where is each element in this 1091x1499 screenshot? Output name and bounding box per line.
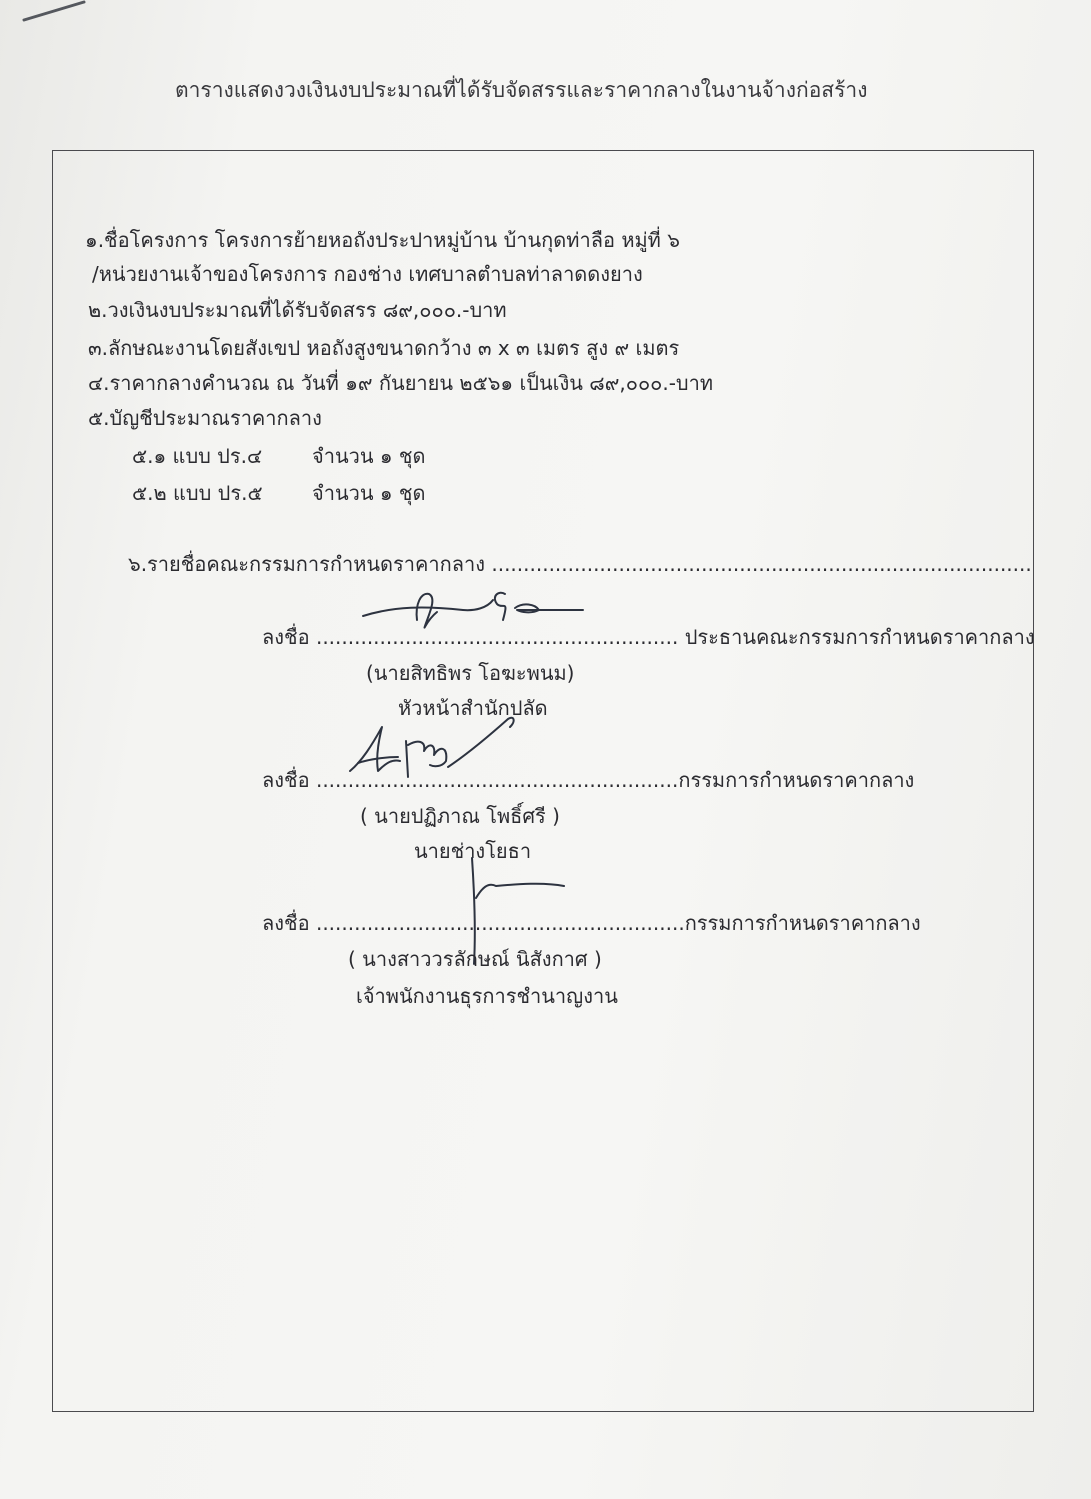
committee-heading: ๖.รายชื่อคณะกรรมการกำหนดราคากลาง ..................................................................................... xyxy=(128,552,1032,576)
corner-pen-mark xyxy=(22,0,92,24)
median-price-line: ๔.ราคากลางคำนวณ ณ วันที่ ๑๙ กันยายน ๒๕๖๑ เป็นเงิน ๘๙,๐๐๐.-บาท xyxy=(88,371,714,395)
signer-name: ( นายปฏิภาณ โพธิ์ศรี ) xyxy=(360,804,560,828)
signer-name: ( นางสาววรลักษณ์ นิสังกาศ ) xyxy=(348,947,602,971)
sign-line: ลงชื่อ ..........................................................กรรมการกำหนดราคากลาง xyxy=(262,911,921,935)
signer-position: เจ้าพนักงานธุรการชำนาญงาน xyxy=(356,984,618,1008)
price-list-form: ๕.๒ แบบ ปร.๕ xyxy=(132,481,263,505)
price-list-heading: ๕.บัญชีประมาณราคากลาง xyxy=(88,406,322,430)
price-list-qty: จำนวน ๑ ชุด xyxy=(312,444,426,468)
work-description: ๓.ลักษณะงานโดยสังเขป หอถังสูงขนาดกว้าง ๓ x ๓ เมตร สูง ๙ เมตร xyxy=(88,336,680,360)
price-list-qty: จำนวน ๑ ชุด xyxy=(312,481,426,505)
signer-name: (นายสิทธิพร โอฆะพนม) xyxy=(366,661,575,685)
owner-unit: /หน่วยงานเจ้าของโครงการ กองช่าง เทศบาลตำบลท่าลาดดงยาง xyxy=(92,262,643,286)
sign-line: ลงชื่อ .........................................................กรรมการกำหนดราคากลาง xyxy=(262,768,915,792)
budget-line: ๒.วงเงินงบประมาณที่ได้รับจัดสรร ๘๙,๐๐๐.-บาท xyxy=(88,298,507,322)
sign-line: ลงชื่อ ......................................................... ประธานคณะกรรมการกำหนดราคากลาง xyxy=(262,625,1035,649)
signer-position: นายช่างโยธา xyxy=(414,839,532,863)
document-title: ตารางแสดงวงเงินงบประมาณที่ได้รับจัดสรรและราคากลางในงานจ้างก่อสร้าง xyxy=(175,78,868,102)
signer-position: หัวหน้าสำนักปลัด xyxy=(398,696,548,720)
project-name: ๑.ชื่อโครงการ โครงการย้ายหอถังประปาหมู่บ้าน บ้านกุดท่าลือ หมู่ที่ ๖ xyxy=(85,228,680,252)
price-list-form: ๕.๑ แบบ ปร.๔ xyxy=(132,444,263,468)
